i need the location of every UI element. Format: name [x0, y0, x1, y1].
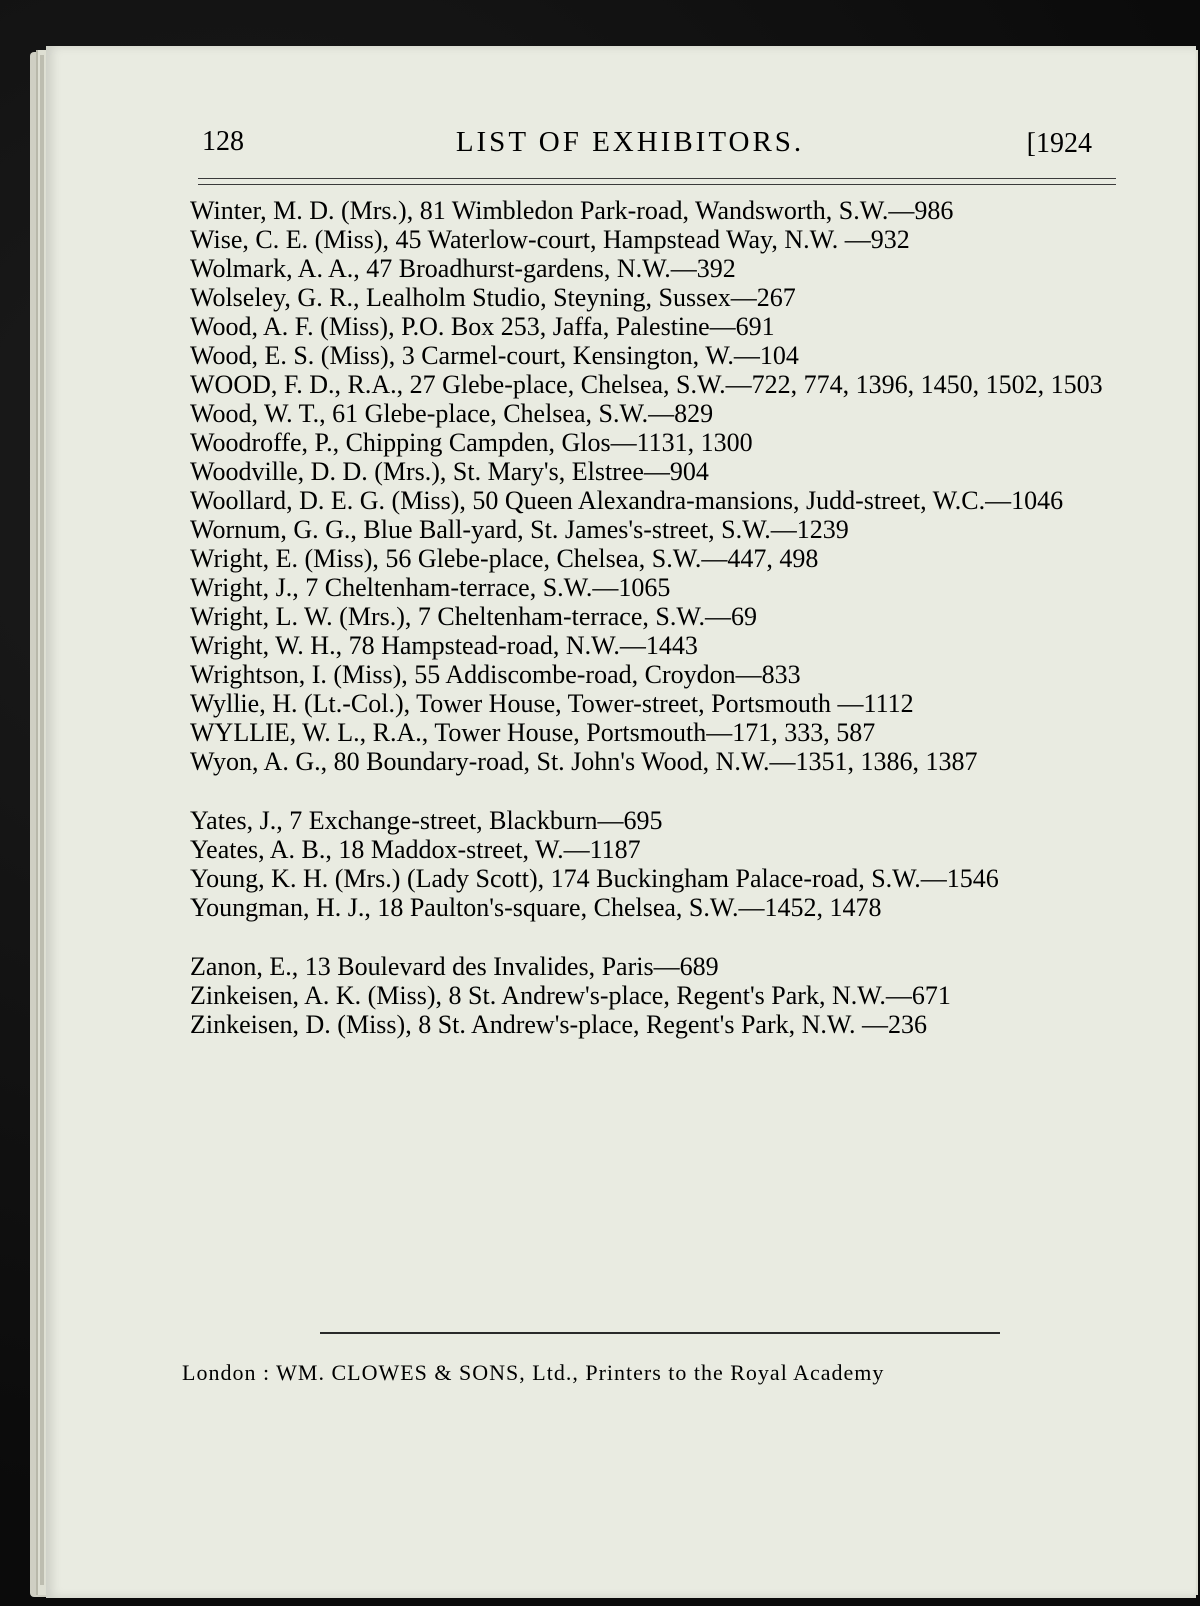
list-item: Young, K. H. (Mrs.) (Lady Scott), 174 Buckingham Palace-road, S.W.—1546 [190, 864, 999, 893]
page-number: 128 [202, 126, 244, 157]
list-item: Zinkeisen, D. (Miss), 8 St. Andrew's-place, Regent's Park, N.W. —236 [190, 1010, 928, 1039]
list-item: Wise, C. E. (Miss), 45 Waterlow-court, Hampstead Way, N.W. —932 [190, 225, 910, 254]
header-double-rule [198, 178, 1116, 185]
section-gap [190, 922, 1120, 952]
list-item: Zanon, E., 13 Boulevard des Invalides, Paris—689 [190, 952, 719, 981]
list-item: Zinkeisen, A. K. (Miss), 8 St. Andrew's-place, Regent's Park, N.W.—671 [190, 981, 951, 1010]
list-item: Wright, L. W. (Mrs.), 7 Cheltenham-terrace, S.W.—69 [190, 602, 757, 631]
exhibitor-list [190, 196, 1120, 1039]
list-item: Wornum, G. G., Blue Ball-yard, St. James's-street, S.W.—1239 [190, 515, 849, 544]
list-item: WOOD, F. D., R.A., 27 Glebe-place, Chelsea, S.W.—722, 774, 1396, 1450, 1502, 1503 [190, 370, 1103, 399]
list-item: Wood, A. F. (Miss), P.O. Box 253, Jaffa, Palestine—691 [190, 312, 775, 341]
list-item: Wright, W. H., 78 Hampstead-road, N.W.—1443 [190, 631, 698, 660]
list-item: Wright, E. (Miss), 56 Glebe-place, Chelsea, S.W.—447, 498 [190, 544, 819, 573]
list-item: Yeates, A. B., 18 Maddox-street, W.—1187 [190, 835, 641, 864]
list-item: Wood, W. T., 61 Glebe-place, Chelsea, S.W.—829 [190, 399, 714, 428]
running-title: LIST OF EXHIBITORS. [455, 126, 805, 158]
list-item: Woodroffe, P., Chipping Campden, Glos—1131, 1300 [190, 428, 753, 457]
list-item: WYLLIE, W. L., R.A., Tower House, Portsmouth—171, 333, 587 [190, 718, 876, 747]
page-header [150, 88, 1110, 159]
list-item: Wrightson, I. (Miss), 55 Addiscombe-road, Croydon—833 [190, 660, 801, 689]
list-item: Wyllie, H. (Lt.-Col.), Tower House, Tower-street, Portsmouth —1112 [190, 689, 914, 718]
list-item: Woollard, D. E. G. (Miss), 50 Queen Alexandra-mansions, Judd-street, W.C.—1046 [190, 486, 1064, 515]
printer-imprint: London : WM. CLOWES & SONS, Ltd., Printers to the Royal Academy [182, 1360, 885, 1385]
list-item: Wolseley, G. R., Lealholm Studio, Steyning, Sussex—267 [190, 283, 796, 312]
section-gap [190, 776, 1120, 806]
list-item: Wyon, A. G., 80 Boundary-road, St. John's Wood, N.W.—1351, 1386, 1387 [190, 747, 978, 776]
list-item: Wood, E. S. (Miss), 3 Carmel-court, Kensington, W.—104 [190, 341, 799, 370]
list-item: Wolmark, A. A., 47 Broadhurst-gardens, N.W.—392 [190, 254, 736, 283]
year-label: [1924 [1026, 128, 1092, 159]
page-fore-edge [40, 55, 44, 1585]
list-item: Youngman, H. J., 18 Paulton's-square, Chelsea, S.W.—1452, 1478 [190, 893, 882, 922]
list-item: Winter, M. D. (Mrs.), 81 Wimbledon Park-road, Wandsworth, S.W.—986 [190, 196, 954, 225]
footer-rule [320, 1332, 1000, 1334]
list-item: Wright, J., 7 Cheltenham-terrace, S.W.—1065 [190, 573, 671, 602]
list-item: Woodville, D. D. (Mrs.), St. Mary's, Elstree—904 [190, 457, 709, 486]
list-item: Yates, J., 7 Exchange-street, Blackburn—695 [190, 806, 663, 835]
